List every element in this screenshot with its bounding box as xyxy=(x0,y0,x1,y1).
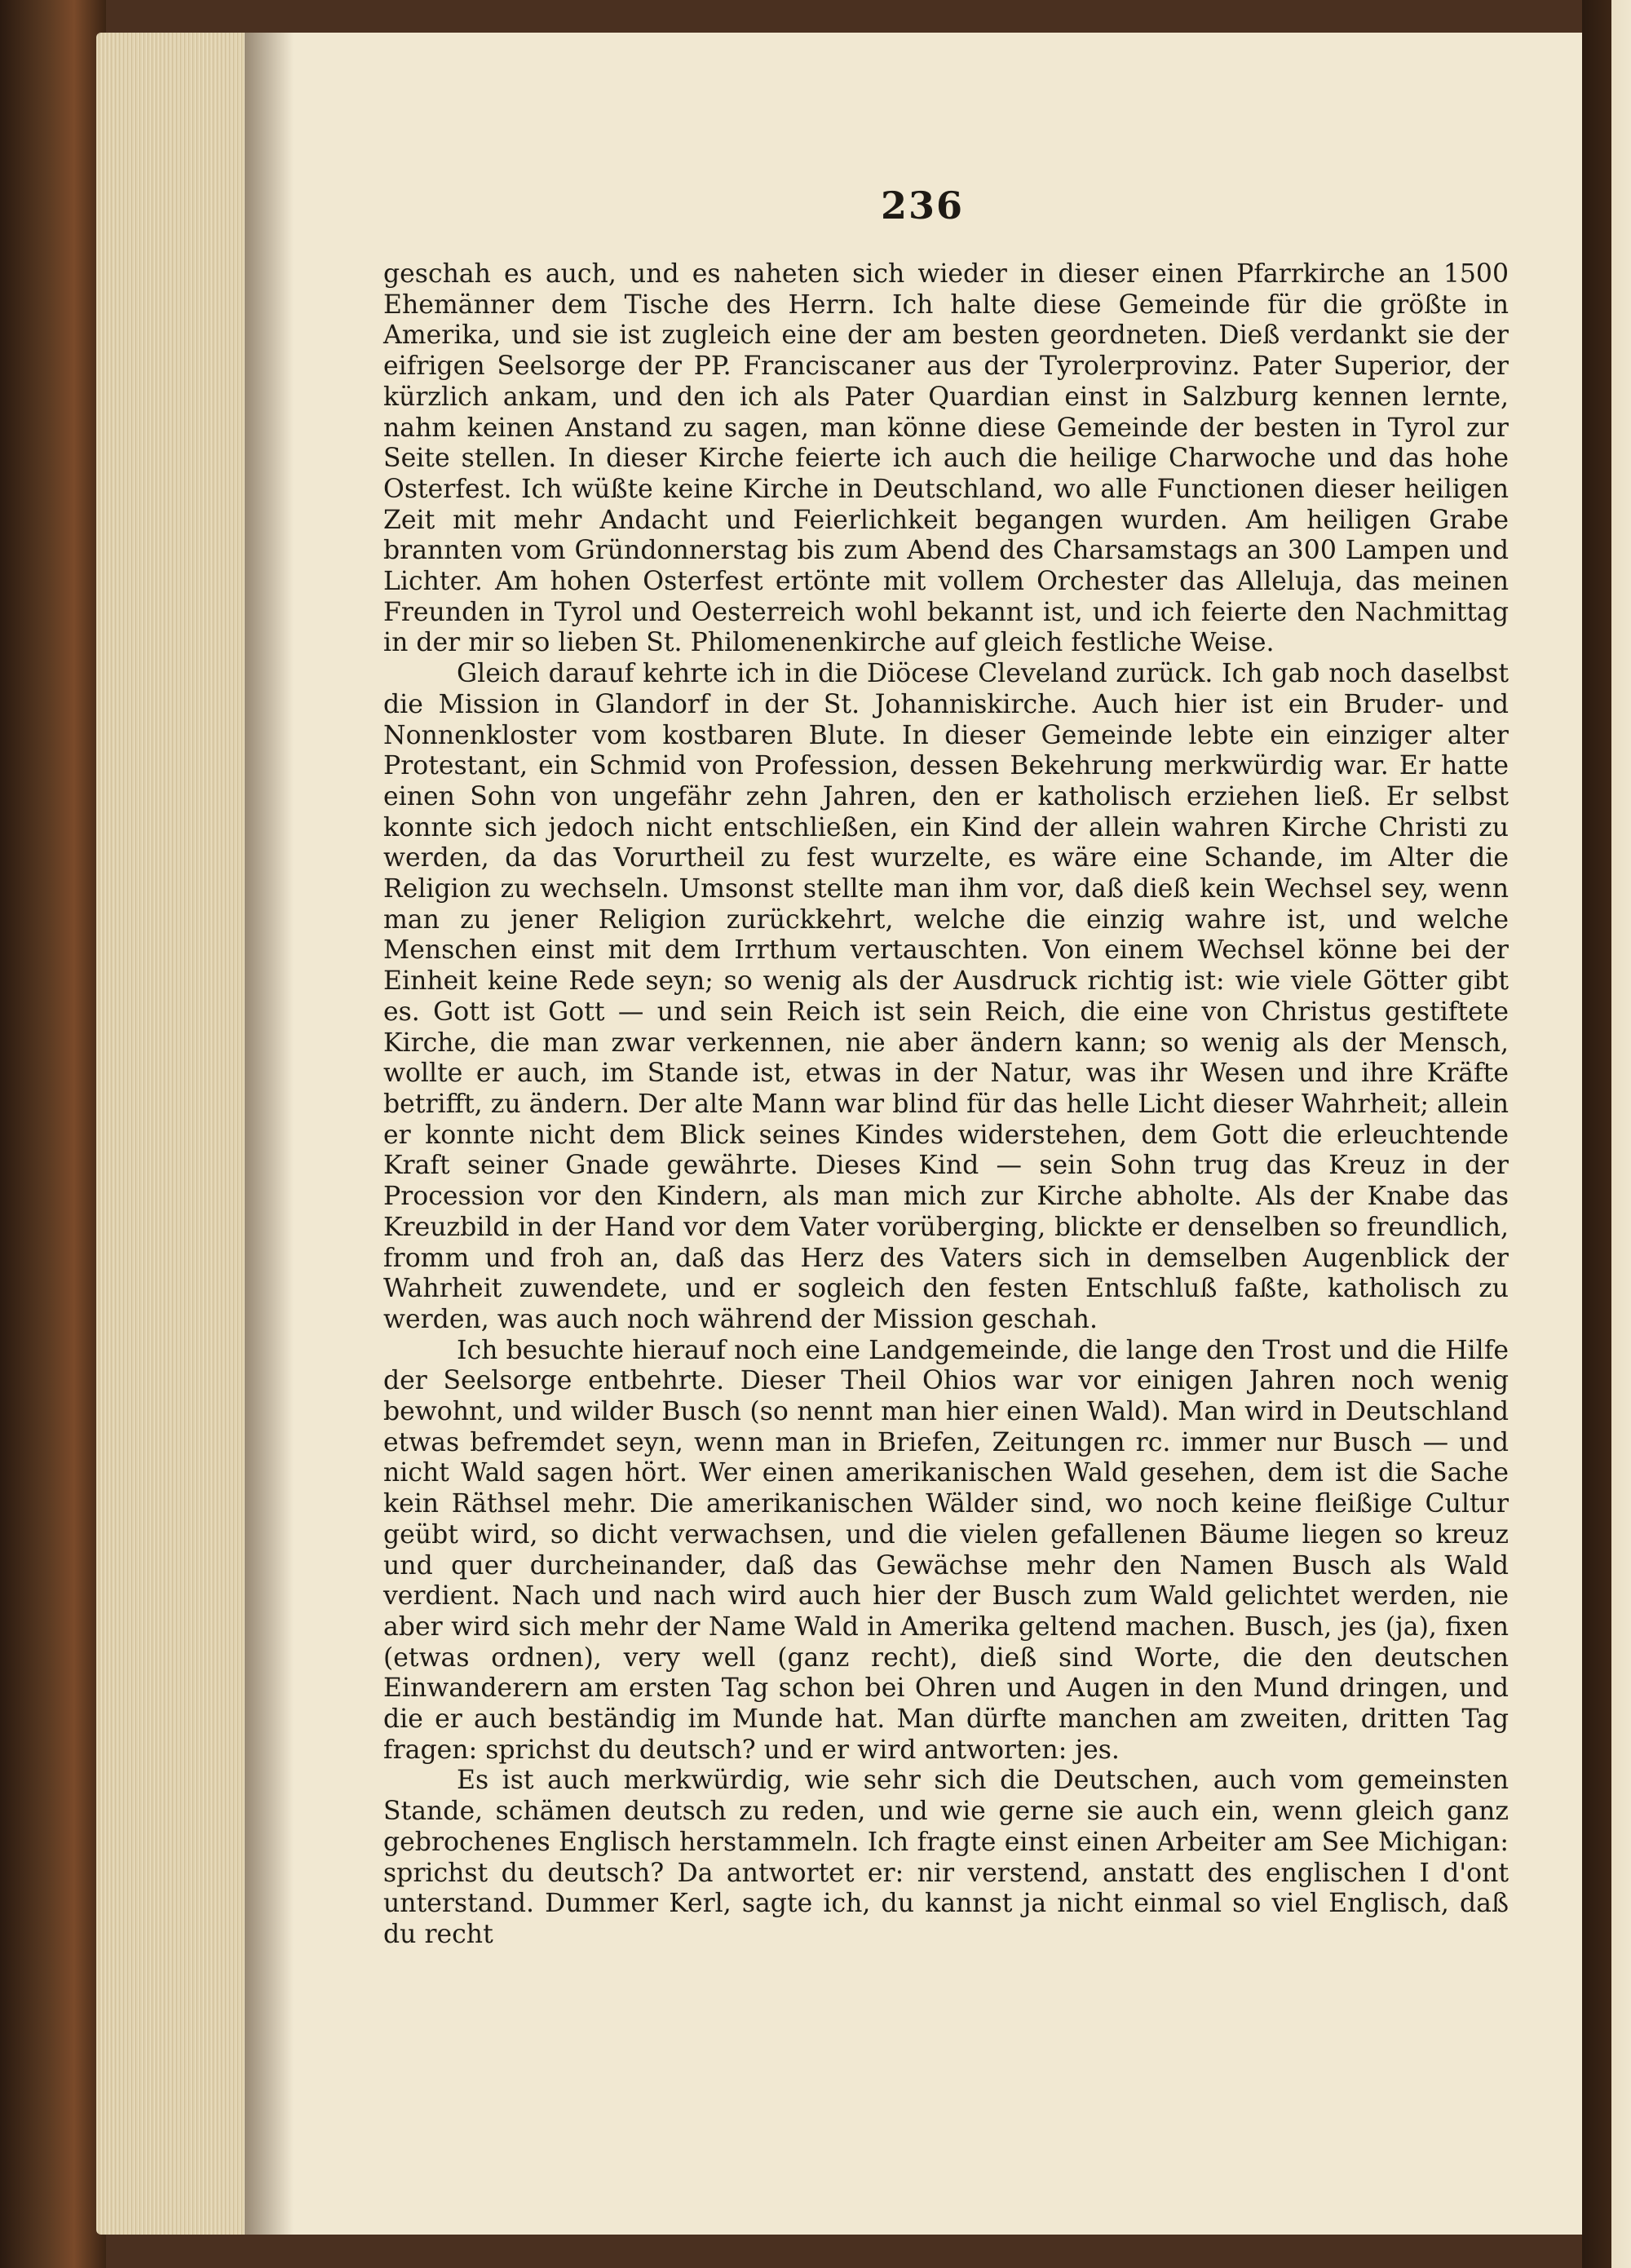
body-text xyxy=(383,259,1509,1951)
page-number: 236 xyxy=(881,183,965,228)
paragraph: Ich besuchte hierauf noch eine Landgemeinde, die lange den Trost und die Hilfe der Seelsorge entbehrte. Dieser Theil Ohios war vor einigen Jahren noch wenig bewohnt, und wilder Busch (so nennt man hier einen Wald). Man wird in Deutschland etwas befremdet seyn, wenn man in Briefen, Zeitungen rc. immer nur Busch — und nicht Wald sagen hört. Wer einen amerikanischen Wald gesehen, dem ist die Sache kein Räthsel mehr. Die amerikanischen Wälder sind, wo noch keine fleißige Cultur geübt wird, so dicht verwachsen, und die vielen gefallenen Bäume liegen so kreuz und quer durcheinander, daß das Gewächse mehr den Namen Busch als Wald verdient. Nach und nach wird auch hier der Busch zum Wald gelichtet werden, nie aber wird sich mehr der Name Wald in Amerika geltend machen. Busch, jes (ja), fixen (etwas ordnen), very well (ganz recht), dieß sind Worte, die den deutschen Einwanderern am ersten Tag schon bei Ohren und Augen in den Mund dringen, und die er auch beständig im Munde hat. Man dürfte manchen am zweiten, dritten Tag fragen: sprichst du deutsch? und er wird antworten: jes. xyxy=(383,1335,1509,1765)
paragraph: Es ist auch merkwürdig, wie sehr sich die Deutschen, auch vom gemeinsten Stande, schämen deutsch zu reden, und wie gerne sie auch ein, wenn gleich ganz gebrochenes Englisch herstammeln. Ich fragte einst einen Arbeiter am See Michigan: sprichst du deutsch? Da antwortet er: nir verstend, anstatt des englischen I d'ont unterstand. Dummer Kerl, sagte ich, du kannst ja nicht einmal so viel Englisch, daß du recht xyxy=(383,1766,1509,1949)
paragraph: geschah es auch, und es naheten sich wieder in dieser einen Pfarrkirche an 1500 Ehemänner dem Tische des Herrn. Ich halte diese Gemeinde für die größte in Amerika, und sie ist zugleich eine der am besten geordneten. Dieß verdankt sie der eifrigen Seelsorge der PP. Franciscaner aus der Tyrolerprovinz. Pater Superior, der kürzlich ankam, und den ich als Pater Quardian einst in Salzburg kennen lernte, nahm keinen Anstand zu sagen, man könne diese Gemeinde der besten in Tyrol zur Seite stellen. In dieser Kirche feierte ich auch die heilige Charwoche und das hohe Osterfest. Ich wüßte keine Kirche in Deutschland, wo alle Functionen dieser heiligen Zeit mit mehr Andacht und Feierlichkeit begangen wurden. Am heiligen Grabe brannten vom Gründonnerstag bis zum Abend des Charsamstags an 300 Lampen und Lichter. Am hohen Osterfest ertönte mit vollem Orchester das Alleluja, das meinen Freunden in Tyrol und Oesterreich wohl bekannt ist, und ich feierte den Nachmittag in der mir so lieben St. Philomenenkirche auf gleich festliche Weise. xyxy=(383,259,1509,658)
gutter-shadow xyxy=(245,33,294,2235)
paragraph: Gleich darauf kehrte ich in die Diöcese Cleveland zurück. Ich gab noch daselbst die Mission in Glandorf in der St. Johanniskirche. Auch hier ist ein Bruder- und Nonnenkloster vom kostbaren Blute. In dieser Gemeinde lebte ein einziger alter Protestant, ein Schmid von Profession, dessen Bekehrung merkwürdig war. Er hatte einen Sohn von ungefähr zehn Jahren, den er katholisch erziehen ließ. Er selbst konnte sich jedoch nicht entschließen, ein Kind der allein wahren Kirche Christi zu werden, da das Vorurtheil zu fest wurzelte, es wäre eine Schande, im Alter die Religion zu wechseln. Umsonst stellte man ihm vor, daß dieß kein Wechsel sey, wenn man zu jener Religion zurückkehrt, welche die einzig wahre ist, und welche Menschen einst mit dem Irrthum vertauschten. Von einem Wechsel könne bei der Einheit keine Rede seyn; so wenig als der Ausdruck richtig ist: wie viele Götter gibt es. Gott ist Gott — und sein Reich ist sein Reich, die eine von Christus gestiftete Kirche, die man zwar verkennen, nie aber ändern kann; so wenig als der Mensch, wollte er auch, im Stande ist, etwas in der Natur, was ihr Wesen und ihre Kräfte betrifft, zu ändern. Der alte Mann war blind für das helle Licht dieser Wahrheit; allein er konnte nicht dem Blick seines Kindes widerstehen, dem Gott die erleuchtende Kraft seiner Gnade gewährte. Dieses Kind — sein Sohn trug das Kreuz in der Procession vor den Kindern, als man mich zur Kirche abholte. Als der Knabe das Kreuzbild in der Hand vor dem Vater vorüberging, blickte er denselben so freundlich, fromm und froh an, daß das Herz des Vaters sich in demselben Augenblick der Wahrheit zuwendete, und er sogleich den festen Entschluß faßte, katholisch zu werden, was auch noch während der Mission geschah. xyxy=(383,659,1509,1334)
book-binding xyxy=(0,0,106,2268)
page-edges xyxy=(96,33,259,2235)
facing-page-edge xyxy=(1582,0,1631,2268)
